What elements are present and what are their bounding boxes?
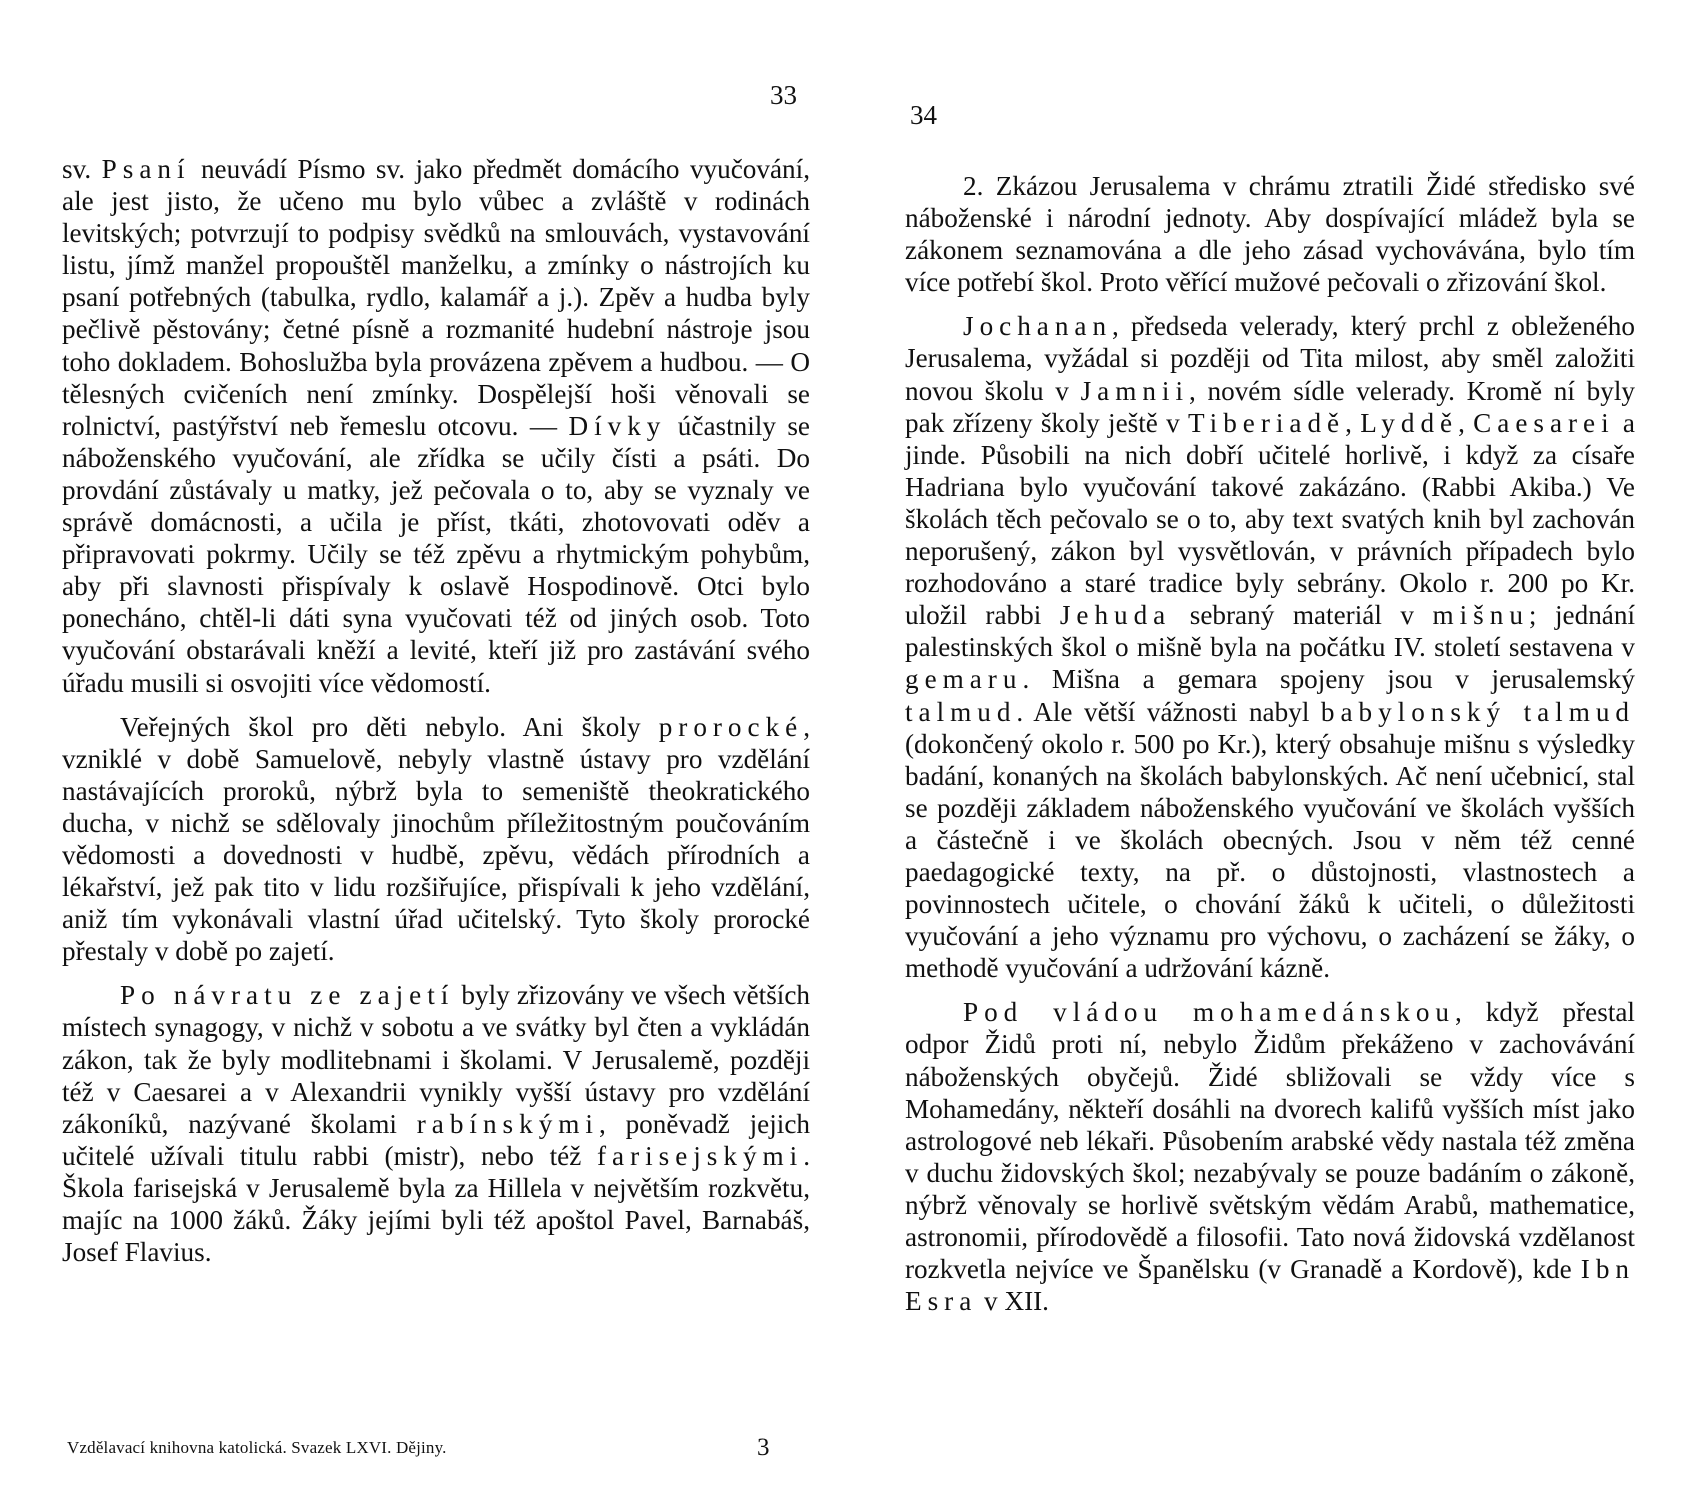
text-run: . Škola farisejská v Jerusalemě byla za Hillela v největším rozkvětu, majíc na 1000 žáků. Žáky jejími byli též apoštol Pavel, Barnabáš, Josef Flavius. bbox=[62, 1140, 810, 1268]
text-run: . Ale větší vážnosti nabyl bbox=[1016, 696, 1321, 727]
text-run: (dokončený okolo r. 500 po Kr.), který obsahuje mišnu s výsledky badání, konaných na školách babylonských. Ač není učebnicí, stal se později základem náboženského vyučování ve školách vyšších a částečně i ve školách obecných. Jsou v něm též cenné paedagogické texty, na př. o důstojnosti, vlastnostech a povinnostech učitele, o chování žáků k učiteli, o důležitosti vyučování a jeho významu pro výchovu, o zacházení se žáky, o methodě vyučování a udržování kázně. bbox=[905, 728, 1635, 984]
right-page bbox=[905, 0, 1635, 1500]
paragraph bbox=[62, 711, 810, 968]
text-run: Veřejných škol pro děti nebylo. Ani školy bbox=[120, 711, 659, 742]
text-run: ; jednání palestinských škol o mišně byla na počátku IV. století sestavena v bbox=[905, 600, 1636, 663]
text-run: neuvádí Písmo sv. jako předmět domácího vyučování, ale jest jisto, že učeno mu bylo vůbec a zvláště v rodinách levitských; potvrzují to podpisy svědků na smlouvách, vystavování listu, jímž manžel propouštěl manželku, a zmínky o nástrojích ku psaní potřebných (tabulka, rydlo, kalamář a j.). Zpěv a hudba byly pečlivě pěstovány; četné písně a rozmanité hudební nástroje jsou toho dokladem. Bohoslužba byla provázena zpěvem a hudbou. — O tělesných cvičeních není zmínky. Dospělejší hoši věnovali se rolnictví, pastýřství neb řemeslu otcovu. — bbox=[62, 154, 810, 441]
spaced-term: Po návratu ze zajetí bbox=[120, 980, 455, 1011]
text-run: , poněvadž jejich učitelé užívali titulu rabbi (mistr), nebo též bbox=[62, 1108, 811, 1171]
text-run: sv. bbox=[62, 154, 102, 184]
signature-mark: 3 bbox=[757, 1434, 770, 1461]
paragraph bbox=[905, 996, 1635, 1317]
text-run: byly zřizovány ve všech větších místech synagogy, v nichž v sobotu a ve svátky byl čten a vykládán zákon, tak že byly modlitebnami i školami. V Jerusalemě, později též v Caesarei a v Alexandrii vynikly vyšší ústavy pro vzdělání zákoníků, nazývané školami bbox=[62, 980, 811, 1139]
left-page bbox=[62, 0, 810, 1500]
spaced-term: prorocké bbox=[658, 711, 804, 742]
page-number: 33 bbox=[770, 80, 797, 110]
spaced-term: mišnu bbox=[1432, 600, 1529, 631]
text-run: , předseda velerady, který prchl z obleženého Jerusalema, vyžádal si později od Tita milost, aby směl založiti novou školu v bbox=[905, 311, 1635, 406]
spaced-term: rabínskými bbox=[416, 1108, 599, 1139]
page-footer bbox=[62, 1432, 810, 1462]
spaced-term: Pod vládou mohamedánskou bbox=[963, 997, 1456, 1028]
text-run: , když přestal odpor Židů proti ní, nebylo Židům překáženo v zachovávání náboženských obyčejů. Židé sbližovali se vždy více s Mohamedány, někteří dosáhli na dvorech kalifů vyšších míst jako astrologové neb lékaři. Působením arabské vědy nastala též změna v duchu židovských škol; nezabývaly se pouze badáním o zákoně, nýbrž věnovaly se horlivě světským vědám Arabů, mathematice, astronomii, přírodovědě a filosofii. Tato nová židovská vzdělanost rozkvetla nejvíce ve Španělsku (v Granadě a Kordově), kde bbox=[905, 997, 1635, 1285]
text-run: v XII. bbox=[977, 1286, 1049, 1317]
spaced-term: Dívky bbox=[568, 410, 667, 441]
spaced-term: farisejskými bbox=[596, 1140, 804, 1171]
paragraph bbox=[905, 310, 1635, 984]
footer-text: Vzdělavací knihovna katolická. Svazek LXVI. Dějiny. bbox=[67, 1438, 447, 1457]
text-run: , vzniklé v době Samuelově, nebyly vlastně ústavy pro vzdělání nastávajících proroků, nýbrž byla to semeniště theokratického ducha, v nichž se sdělovaly jinochům příležitostným poučováním vědomosti a dovednosti v hudbě, zpěvu, vědách přírodních a lékařství, jež pak tito v lidu rozšiřujíce, přispívali k jeho vzdělání, aniž tím vykonávali vlastní úřad učitelský. Tyto školy prorocké přestaly v době po zajetí. bbox=[62, 711, 810, 967]
spaced-term: babylonský talmud bbox=[1320, 696, 1635, 727]
page-number: 34 bbox=[910, 100, 937, 130]
text-run: 2. Zkázou Jerusalema v chrámu ztratili Židé středisko své náboženské i národní jednoty. Aby dospívající mládež byla se zákonem seznamována a dle jeho zásad vychovávána, bylo tím více potřebí škol. Proto věřící mužové pečovali o zřizování škol. bbox=[905, 171, 1635, 298]
spaced-term: Caesarei bbox=[1473, 407, 1615, 438]
spaced-term: Ibn Esra bbox=[905, 1254, 1635, 1317]
text-run: . Mišna a gemara spojeny jsou v jerusalemský bbox=[1022, 664, 1635, 695]
text-run: , bbox=[1345, 407, 1361, 438]
text-run: sebraný materiál v bbox=[1171, 600, 1433, 631]
paragraph bbox=[62, 153, 810, 699]
spaced-term: Jamnii bbox=[1080, 375, 1190, 406]
paragraph bbox=[62, 979, 810, 1268]
spaced-term: Jochanan bbox=[963, 311, 1113, 342]
text-run: , bbox=[1458, 407, 1474, 438]
page-body bbox=[905, 170, 1635, 1317]
paragraph bbox=[905, 170, 1635, 298]
spaced-term: Lyddě bbox=[1360, 407, 1459, 438]
text-run: a jinde. Působili na nich dobří učitelé horlivě, i když za císaře Hadriana bylo vyučování takové zakázáno. (Rabbi Akiba.) Ve školách těch pečovalo se o to, aby text svatých knih byl zachován neporušený, zákon byl vysvětlován, v právních případech bylo rozhodováno a staré tradice byly sebrány. Okolo r. 200 po Kr. uložil rabbi bbox=[905, 407, 1635, 631]
text-run: , novém sídle velerady. Kromě ní byly pak zřízeny školy ještě v bbox=[905, 375, 1635, 438]
spaced-term: gemaru bbox=[905, 664, 1023, 695]
text-run: účastnily se náboženského vyučování, ale zřídka se učily čísti a psáti. Do provdání zůstávaly u matky, jež pečovala o to, aby se vyznaly ve správě domácnosti, a učila je příst, tkáti, zhotovovati oděv a připravovati pokrmy. Učily se též zpěvu a rhytmickým pohybům, aby při slavnosti přispívaly k oslavě Hospodinově. Otci bylo ponecháno, chtěl-li dáti syna vyučovati též od jiných osob. Toto vyučování obstarávali kněží a levité, kteří již pro zastávání svého úřadu musili si osvojiti více vědomostí. bbox=[62, 410, 811, 698]
spaced-term: Jehuda bbox=[1059, 600, 1172, 631]
spaced-term: talmud bbox=[905, 696, 1017, 727]
spaced-term: Tiberiadě bbox=[1188, 407, 1346, 438]
page-body bbox=[62, 153, 810, 1268]
spaced-term: Psaní bbox=[101, 154, 191, 184]
